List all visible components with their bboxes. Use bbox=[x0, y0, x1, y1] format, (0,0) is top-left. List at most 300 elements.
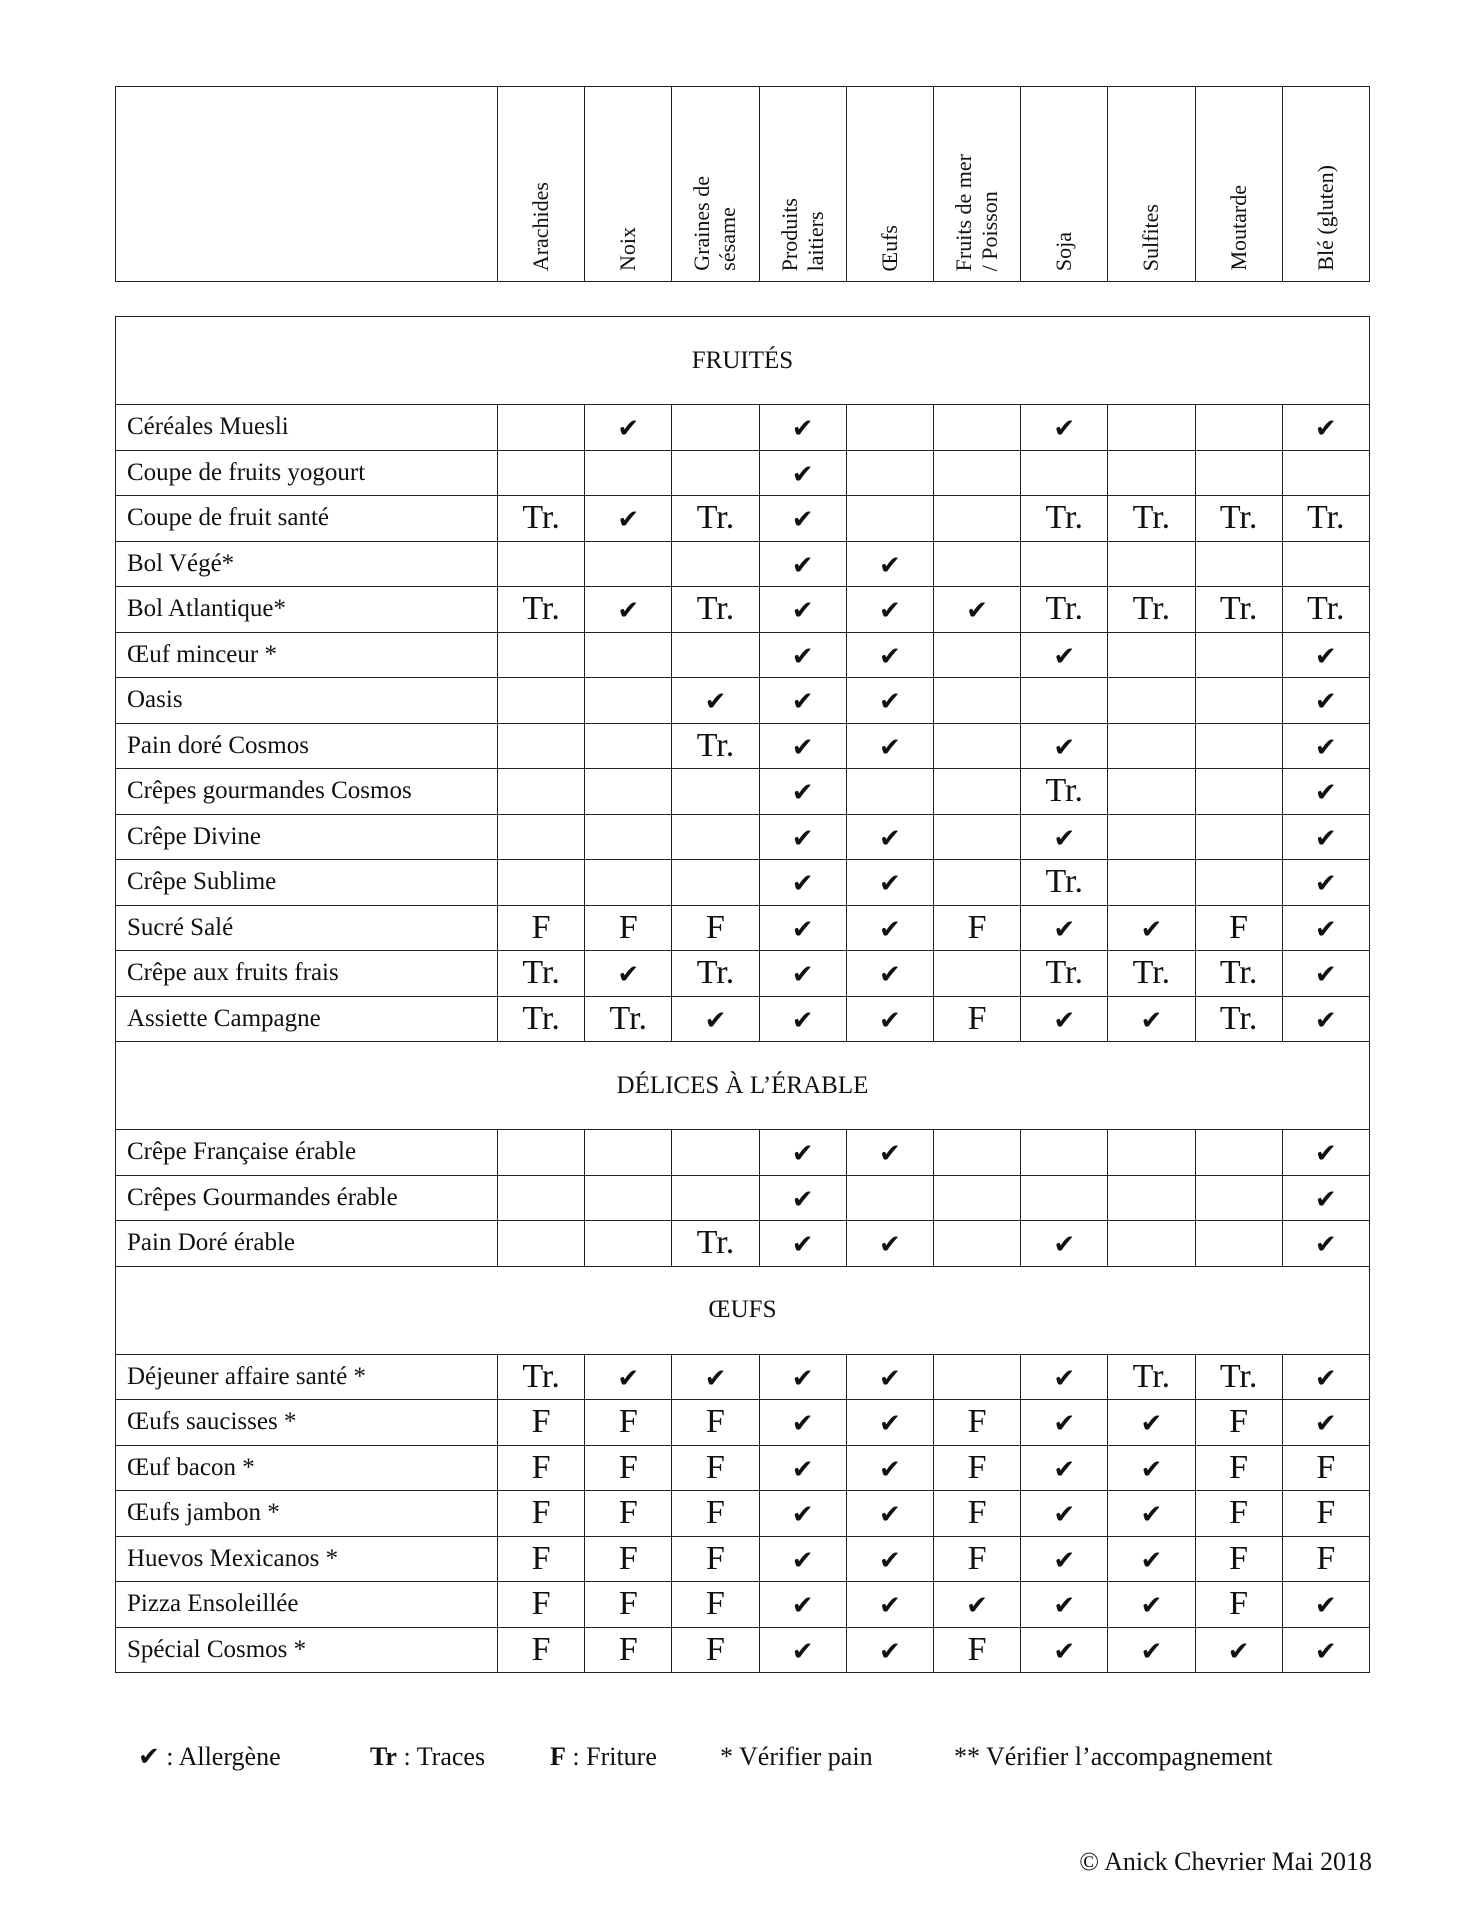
column-header bbox=[759, 87, 846, 282]
allergen-cell bbox=[933, 587, 1020, 633]
check-icon: ✔ bbox=[878, 960, 901, 991]
allergen-cell bbox=[585, 996, 672, 1042]
allergen-cell bbox=[1282, 632, 1369, 678]
allergen-cell bbox=[1021, 860, 1108, 906]
allergen-cell bbox=[1108, 1445, 1195, 1491]
table-row bbox=[116, 1221, 1370, 1267]
item-name: Huevos Mexicanos * bbox=[116, 1536, 498, 1582]
allergen-cell bbox=[1195, 996, 1282, 1042]
allergen-cell bbox=[1021, 678, 1108, 724]
section-title: DÉLICES À L’ÉRABLE bbox=[116, 1042, 1370, 1130]
check-icon: ✔ bbox=[878, 732, 901, 763]
check-icon: ✔ bbox=[878, 1005, 901, 1036]
allergen-cell bbox=[672, 1491, 759, 1537]
allergen-cell bbox=[585, 860, 672, 906]
allergen-cell bbox=[846, 951, 933, 997]
allergen-cell bbox=[1108, 1536, 1195, 1582]
cell-value: F bbox=[1316, 1494, 1336, 1532]
allergen-cell bbox=[672, 723, 759, 769]
allergen-cell bbox=[672, 769, 759, 815]
allergen-cell bbox=[846, 1175, 933, 1221]
item-name: Pizza Ensoleillée bbox=[116, 1582, 498, 1628]
cell-value: Tr. bbox=[1219, 590, 1258, 628]
cell-value: Tr. bbox=[696, 590, 735, 628]
check-icon: ✔ bbox=[704, 687, 727, 718]
section-title: ŒUFS bbox=[116, 1266, 1370, 1354]
allergen-cell bbox=[759, 860, 846, 906]
allergen-cell bbox=[759, 951, 846, 997]
cell-value: F bbox=[967, 1403, 987, 1441]
allergen-cell bbox=[759, 1582, 846, 1628]
item-name: Sucré Salé bbox=[116, 905, 498, 951]
allergen-cell bbox=[1195, 1627, 1282, 1673]
check-icon: ✔ bbox=[1053, 823, 1076, 854]
allergen-cell bbox=[585, 1445, 672, 1491]
cell-value: Tr. bbox=[1132, 954, 1171, 992]
allergen-cell bbox=[759, 1627, 846, 1673]
cell-value: F bbox=[706, 1585, 725, 1623]
allergen-cell bbox=[933, 496, 1020, 542]
cell-value: Tr. bbox=[522, 1357, 560, 1395]
allergen-cell bbox=[498, 996, 585, 1042]
cell-value: F bbox=[1316, 1448, 1336, 1486]
check-icon: ✔ bbox=[791, 914, 814, 945]
check-icon: ✔ bbox=[617, 960, 640, 991]
allergen-cell bbox=[759, 541, 846, 587]
check-icon: ✔ bbox=[878, 1591, 901, 1622]
cell-value: F bbox=[967, 1539, 987, 1577]
allergen-cell bbox=[585, 1627, 672, 1673]
allergen-cell bbox=[672, 678, 759, 724]
table-row bbox=[116, 541, 1370, 587]
check-icon: ✔ bbox=[1053, 1363, 1076, 1394]
check-icon: ✔ bbox=[1053, 1454, 1076, 1485]
allergen-cell bbox=[1195, 1221, 1282, 1267]
allergen-cell bbox=[585, 1491, 672, 1537]
check-icon: ✔ bbox=[1053, 914, 1076, 945]
cell-value: Tr. bbox=[609, 999, 648, 1037]
allergen-cell bbox=[846, 905, 933, 951]
allergen-cell bbox=[585, 769, 672, 815]
cell-value: F bbox=[531, 1403, 551, 1441]
allergen-cell bbox=[672, 1445, 759, 1491]
allergen-cell bbox=[672, 632, 759, 678]
table-row bbox=[116, 587, 1370, 633]
check-icon: ✔ bbox=[878, 914, 901, 945]
item-name: Crêpe aux fruits frais bbox=[116, 951, 498, 997]
cell-value: F bbox=[1229, 1585, 1249, 1623]
allergen-cell bbox=[1282, 541, 1369, 587]
allergen-cell bbox=[1021, 632, 1108, 678]
check-icon: ✔ bbox=[878, 1454, 901, 1485]
allergen-cell bbox=[1195, 1491, 1282, 1537]
allergen-table bbox=[115, 316, 1370, 1673]
item-name: Œufs jambon * bbox=[116, 1491, 498, 1537]
allergen-cell bbox=[1108, 1130, 1195, 1176]
allergen-cell bbox=[498, 723, 585, 769]
allergen-cell bbox=[585, 905, 672, 951]
cell-value: Tr. bbox=[522, 590, 560, 628]
check-icon: ✔ bbox=[791, 687, 814, 718]
allergen-cell bbox=[672, 450, 759, 496]
allergen-cell bbox=[933, 405, 1020, 451]
allergen-cell bbox=[1021, 405, 1108, 451]
check-icon: ✔ bbox=[1053, 414, 1076, 445]
cell-value: Tr. bbox=[522, 999, 560, 1037]
allergen-cell bbox=[1282, 1536, 1369, 1582]
allergen-cell bbox=[759, 723, 846, 769]
allergen-cell bbox=[1195, 1536, 1282, 1582]
cell-value: F bbox=[531, 1494, 551, 1532]
check-icon: ✔ bbox=[1140, 1636, 1163, 1667]
allergen-cell bbox=[759, 678, 846, 724]
allergen-cell bbox=[1195, 860, 1282, 906]
allergen-cell bbox=[498, 678, 585, 724]
cell-value: Tr. bbox=[696, 1224, 735, 1262]
allergen-cell bbox=[1282, 1130, 1369, 1176]
allergen-cell bbox=[846, 1400, 933, 1446]
cell-value: Tr. bbox=[1219, 999, 1258, 1037]
allergen-cell bbox=[1108, 632, 1195, 678]
cell-value: F bbox=[531, 1630, 551, 1668]
allergen-cell bbox=[585, 405, 672, 451]
allergen-cell bbox=[498, 587, 585, 633]
allergen-cell bbox=[672, 1175, 759, 1221]
table-row bbox=[116, 496, 1370, 542]
item-name: Coupe de fruit santé bbox=[116, 496, 498, 542]
table-row bbox=[116, 678, 1370, 724]
cell-value: Tr. bbox=[696, 726, 735, 764]
allergen-cell bbox=[498, 814, 585, 860]
allergen-cell bbox=[846, 1536, 933, 1582]
allergen-cell bbox=[1021, 1627, 1108, 1673]
allergen-cell bbox=[672, 996, 759, 1042]
check-icon: ✔ bbox=[791, 1545, 814, 1576]
check-icon: ✔ bbox=[1314, 960, 1337, 991]
check-icon: ✔ bbox=[1314, 914, 1337, 945]
cell-value: F bbox=[1229, 1494, 1249, 1532]
check-icon: ✔ bbox=[1314, 1409, 1337, 1440]
allergen-cell bbox=[933, 1221, 1020, 1267]
item-name: Bol Végé* bbox=[116, 541, 498, 587]
cell-value: F bbox=[706, 1630, 725, 1668]
cell-value: F bbox=[1229, 1403, 1249, 1441]
column-header bbox=[846, 87, 933, 282]
check-icon: ✔ bbox=[1314, 641, 1337, 672]
allergen-cell bbox=[1282, 496, 1369, 542]
cell-value: F bbox=[706, 1539, 725, 1577]
cell-value: F bbox=[531, 1585, 551, 1623]
allergen-cell bbox=[1108, 1582, 1195, 1628]
check-icon: ✔ bbox=[138, 1742, 160, 1772]
allergen-cell bbox=[759, 996, 846, 1042]
allergen-cell bbox=[846, 860, 933, 906]
check-icon: ✔ bbox=[1053, 1409, 1076, 1440]
check-icon: ✔ bbox=[791, 960, 814, 991]
cell-value: F bbox=[531, 1448, 551, 1486]
check-icon: ✔ bbox=[1314, 823, 1337, 854]
allergen-cell bbox=[759, 1130, 846, 1176]
check-icon: ✔ bbox=[791, 414, 814, 445]
check-icon: ✔ bbox=[704, 1005, 727, 1036]
allergen-cell bbox=[1195, 769, 1282, 815]
allergen-cell bbox=[1021, 1582, 1108, 1628]
allergen-cell bbox=[1021, 541, 1108, 587]
column-header-label: Œufs bbox=[876, 224, 902, 271]
check-icon: ✔ bbox=[1053, 641, 1076, 672]
allergen-cell bbox=[1195, 1354, 1282, 1400]
allergen-cell bbox=[759, 450, 846, 496]
header-blank-cell bbox=[116, 87, 498, 282]
legend-friture-label: : Friture bbox=[565, 1742, 657, 1771]
check-icon: ✔ bbox=[1314, 1005, 1337, 1036]
allergen-cell bbox=[846, 1221, 933, 1267]
allergen-cell bbox=[1108, 814, 1195, 860]
table-row bbox=[116, 1354, 1370, 1400]
cell-value: Tr. bbox=[1045, 954, 1083, 992]
check-icon: ✔ bbox=[966, 596, 988, 627]
table-row bbox=[116, 905, 1370, 951]
item-name: Assiette Campagne bbox=[116, 996, 498, 1042]
check-icon: ✔ bbox=[791, 550, 814, 581]
allergen-cell bbox=[1108, 587, 1195, 633]
allergen-cell bbox=[933, 1582, 1020, 1628]
allergen-cell bbox=[585, 1400, 672, 1446]
allergen-cell bbox=[1282, 951, 1369, 997]
allergen-cell bbox=[1021, 1536, 1108, 1582]
column-header-label: Produits laitiers bbox=[776, 197, 828, 271]
column-header-label: Arachides bbox=[528, 181, 554, 271]
column-header-label: Noix bbox=[615, 227, 641, 271]
legend-traces bbox=[370, 1742, 485, 1772]
check-icon: ✔ bbox=[791, 778, 814, 809]
allergen-cell bbox=[933, 1627, 1020, 1673]
check-icon: ✔ bbox=[1053, 1636, 1076, 1667]
column-header bbox=[1195, 87, 1282, 282]
cell-value: F bbox=[531, 1539, 551, 1577]
allergen-cell bbox=[1282, 996, 1369, 1042]
cell-value: Tr. bbox=[1307, 499, 1345, 537]
allergen-cell bbox=[672, 905, 759, 951]
allergen-cell bbox=[672, 1354, 759, 1400]
copyright: © Anick Chevrier Mai 2018 bbox=[1079, 1847, 1372, 1876]
check-icon: ✔ bbox=[791, 1591, 814, 1622]
allergen-cell bbox=[1195, 632, 1282, 678]
allergen-cell bbox=[1108, 1627, 1195, 1673]
allergen-cell bbox=[1282, 405, 1369, 451]
allergen-cell bbox=[1021, 450, 1108, 496]
allergen-cell bbox=[846, 996, 933, 1042]
section-row bbox=[116, 317, 1370, 405]
allergen-cell bbox=[1282, 814, 1369, 860]
allergen-cell bbox=[759, 587, 846, 633]
allergen-cell bbox=[585, 814, 672, 860]
allergen-cell bbox=[846, 678, 933, 724]
allergen-cell bbox=[759, 1445, 846, 1491]
cell-value: Tr. bbox=[1045, 863, 1083, 901]
allergen-cell bbox=[672, 587, 759, 633]
check-icon: ✔ bbox=[791, 641, 814, 672]
allergen-cell bbox=[759, 814, 846, 860]
allergen-cell bbox=[1282, 450, 1369, 496]
table-row bbox=[116, 1582, 1370, 1628]
allergen-cell bbox=[585, 951, 672, 997]
item-name: Pain Doré érable bbox=[116, 1221, 498, 1267]
column-header bbox=[585, 87, 672, 282]
cell-value: Tr. bbox=[522, 954, 560, 992]
cell-value: F bbox=[967, 908, 987, 946]
allergen-cell bbox=[1282, 678, 1369, 724]
allergen-cell bbox=[585, 678, 672, 724]
allergen-cell bbox=[1282, 723, 1369, 769]
allergen-cell bbox=[846, 1582, 933, 1628]
allergen-cell bbox=[846, 723, 933, 769]
allergen-cell bbox=[672, 860, 759, 906]
allergen-cell bbox=[498, 1130, 585, 1176]
cell-value: F bbox=[706, 1494, 725, 1532]
allergen-cell bbox=[585, 1536, 672, 1582]
allergen-cell bbox=[498, 541, 585, 587]
allergen-cell bbox=[846, 587, 933, 633]
allergen-cell bbox=[1195, 723, 1282, 769]
legend-friture bbox=[550, 1742, 657, 1772]
column-header bbox=[1282, 87, 1369, 282]
check-icon: ✔ bbox=[791, 1184, 814, 1215]
check-icon: ✔ bbox=[1053, 1005, 1076, 1036]
check-icon: ✔ bbox=[791, 1454, 814, 1485]
legend-friture-abbr: F bbox=[550, 1742, 566, 1771]
item-name: Crêpe Française érable bbox=[116, 1130, 498, 1176]
allergen-cell bbox=[672, 1221, 759, 1267]
check-icon: ✔ bbox=[878, 550, 901, 581]
column-header-label: Blé (gluten) bbox=[1312, 165, 1338, 271]
cell-value: Tr. bbox=[1045, 590, 1083, 628]
allergen-cell bbox=[933, 541, 1020, 587]
check-icon: ✔ bbox=[1140, 1454, 1163, 1485]
allergen-cell bbox=[672, 1130, 759, 1176]
allergen-cell bbox=[585, 1175, 672, 1221]
allergen-cell bbox=[1021, 723, 1108, 769]
allergen-cell bbox=[1108, 405, 1195, 451]
check-icon: ✔ bbox=[617, 596, 640, 627]
allergen-cell bbox=[1021, 1491, 1108, 1537]
allergen-cell bbox=[1021, 951, 1108, 997]
check-icon: ✔ bbox=[1314, 869, 1337, 900]
column-header-label: Moutarde bbox=[1225, 185, 1251, 271]
check-icon: ✔ bbox=[791, 823, 814, 854]
allergen-cell bbox=[933, 769, 1020, 815]
allergen-cell bbox=[672, 1536, 759, 1582]
item-name: Crêpes gourmandes Cosmos bbox=[116, 769, 498, 815]
allergen-cell bbox=[846, 1627, 933, 1673]
allergen-cell bbox=[1195, 951, 1282, 997]
column-header bbox=[1108, 87, 1195, 282]
section-title: FRUITÉS bbox=[116, 317, 1370, 405]
check-icon: ✔ bbox=[878, 1500, 901, 1531]
cell-value: F bbox=[1316, 1539, 1336, 1577]
column-header-label: Soja bbox=[1051, 231, 1077, 271]
allergen-cell bbox=[1021, 769, 1108, 815]
legend-traces-abbr: Tr bbox=[370, 1742, 397, 1771]
allergen-cell bbox=[498, 1627, 585, 1673]
table-row bbox=[116, 1400, 1370, 1446]
cell-value: Tr. bbox=[1045, 772, 1083, 810]
allergen-cell bbox=[498, 1400, 585, 1446]
check-icon: ✔ bbox=[1314, 1230, 1337, 1261]
check-icon: ✔ bbox=[1140, 1005, 1163, 1036]
check-icon: ✔ bbox=[878, 1409, 901, 1440]
table-row bbox=[116, 1175, 1370, 1221]
allergen-cell bbox=[933, 1536, 1020, 1582]
check-icon: ✔ bbox=[1140, 1409, 1163, 1440]
allergen-cell bbox=[1282, 860, 1369, 906]
allergen-cell bbox=[498, 1491, 585, 1537]
allergen-cell bbox=[846, 1445, 933, 1491]
cell-value: Tr. bbox=[1307, 590, 1345, 628]
legend-allergen bbox=[138, 1742, 281, 1772]
allergen-cell bbox=[1108, 769, 1195, 815]
allergen-cell bbox=[498, 1536, 585, 1582]
table-row bbox=[116, 450, 1370, 496]
check-icon: ✔ bbox=[791, 505, 814, 536]
allergen-cell bbox=[1282, 587, 1369, 633]
legend-allergen-label: : Allergène bbox=[159, 1742, 281, 1771]
check-icon: ✔ bbox=[1053, 732, 1076, 763]
check-icon: ✔ bbox=[1053, 1230, 1076, 1261]
allergen-cell bbox=[672, 814, 759, 860]
allergen-cell bbox=[759, 405, 846, 451]
item-name: Céréales Muesli bbox=[116, 405, 498, 451]
allergen-cell bbox=[1195, 678, 1282, 724]
allergen-cell bbox=[933, 860, 1020, 906]
allergen-cell bbox=[1108, 996, 1195, 1042]
check-icon: ✔ bbox=[1314, 687, 1337, 718]
cell-value: Tr. bbox=[1219, 499, 1258, 537]
allergen-cell bbox=[933, 951, 1020, 997]
check-icon: ✔ bbox=[791, 1363, 814, 1394]
check-icon: ✔ bbox=[1140, 1545, 1163, 1576]
allergen-cell bbox=[1195, 1175, 1282, 1221]
allergen-cell bbox=[498, 1445, 585, 1491]
allergen-cell bbox=[1108, 951, 1195, 997]
allergen-cell bbox=[672, 541, 759, 587]
allergen-header-table bbox=[115, 86, 1370, 282]
allergen-cell bbox=[1195, 1130, 1282, 1176]
check-icon: ✔ bbox=[704, 1363, 727, 1394]
check-icon: ✔ bbox=[1140, 1500, 1163, 1531]
allergen-cell bbox=[1021, 1130, 1108, 1176]
allergen-cell bbox=[672, 1582, 759, 1628]
cell-value: F bbox=[531, 908, 551, 946]
allergen-cell bbox=[1021, 496, 1108, 542]
allergen-cell bbox=[759, 496, 846, 542]
allergen-cell bbox=[933, 678, 1020, 724]
allergen-cell bbox=[1021, 814, 1108, 860]
item-name: Crêpe Divine bbox=[116, 814, 498, 860]
allergen-cell bbox=[1021, 1354, 1108, 1400]
check-icon: ✔ bbox=[966, 1591, 988, 1622]
allergen-cell bbox=[585, 450, 672, 496]
allergen-cell bbox=[672, 496, 759, 542]
allergen-cell bbox=[759, 1354, 846, 1400]
allergen-cell bbox=[585, 632, 672, 678]
column-header bbox=[672, 87, 759, 282]
column-header-label: Fruits de mer / Poisson bbox=[951, 153, 1003, 271]
allergen-cell bbox=[498, 1175, 585, 1221]
cell-value: Tr. bbox=[696, 954, 735, 992]
allergen-cell bbox=[1108, 723, 1195, 769]
allergen-cell bbox=[933, 1400, 1020, 1446]
